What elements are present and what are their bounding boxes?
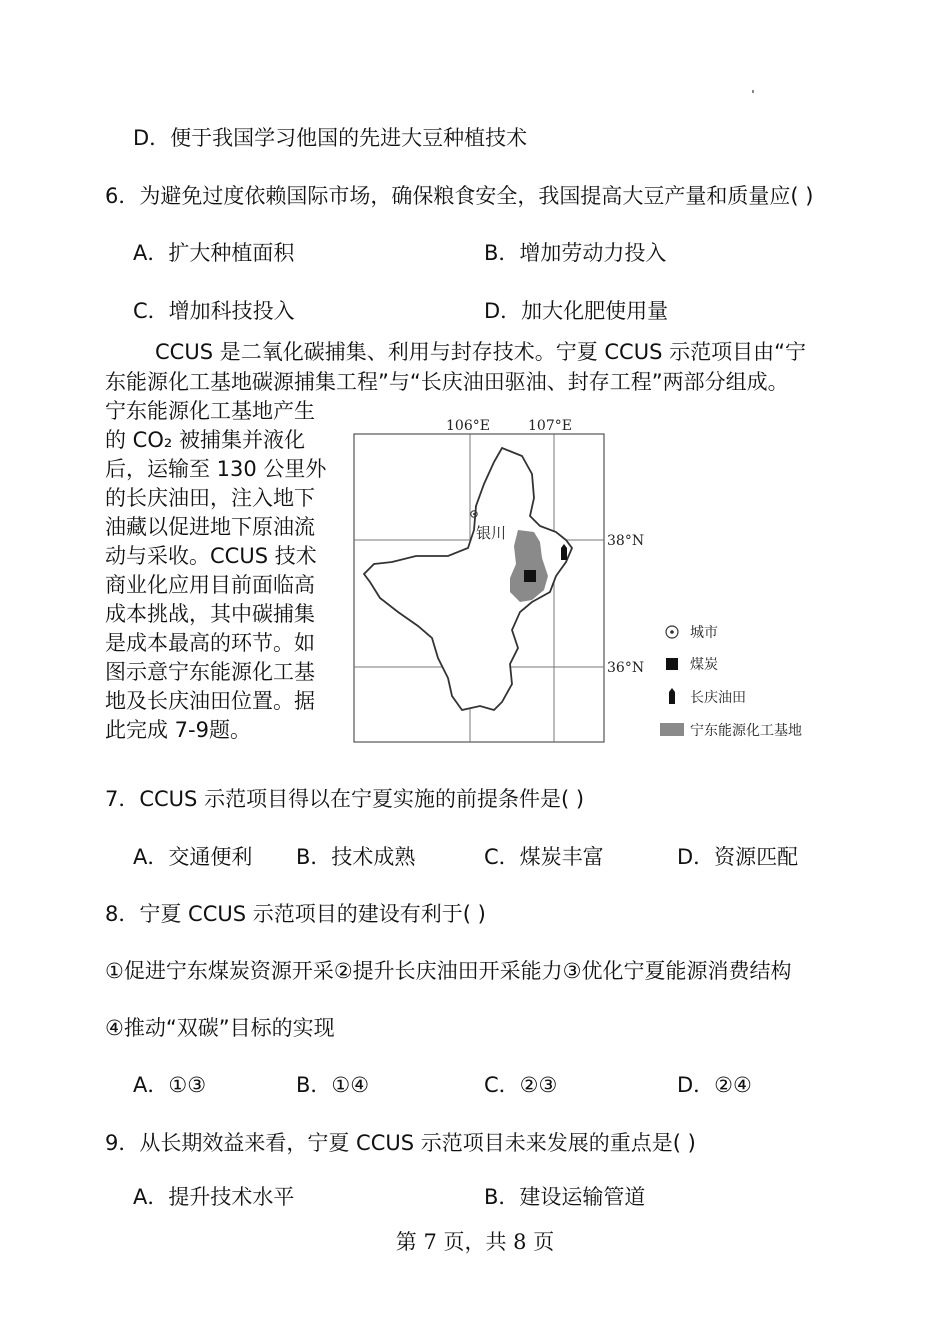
legend-coal-label: 煤炭 <box>690 657 718 673</box>
legend-city-dot <box>670 630 674 634</box>
lat-label-38: 38°N <box>607 533 645 549</box>
yinchuan-label: 银川 <box>476 524 507 542</box>
q9-stem: 9．从长期效益来看，宁夏 CCUS 示范项目未来发展的重点是( ) <box>105 1131 696 1155</box>
passage-wrap-line: 油藏以促进地下原油流 <box>105 515 315 539</box>
q6-option-b[interactable]: B．增加劳动力投入 <box>484 241 667 265</box>
q9-option-b[interactable]: B．建设运输管道 <box>484 1185 646 1209</box>
passage-wrap-line: 的 CO₂ 被捕集并液化 <box>105 428 305 452</box>
passage-wrap-line: 成本挑战，其中碳捕集 <box>105 602 315 626</box>
passage-wrap-line: 的长庆油田，注入地下 <box>105 486 315 510</box>
legend-base-icon <box>660 723 684 736</box>
q6-option-d[interactable]: D．加大化肥使用量 <box>484 299 669 323</box>
q8-stem: 8．宁夏 CCUS 示范项目的建设有利于( ) <box>105 902 486 926</box>
passage-line-1: CCUS 是二氧化碳捕集、利用与封存技术。宁夏 CCUS 示范项目由“宁 <box>155 340 806 364</box>
map-legend <box>660 625 802 739</box>
coal-symbol <box>524 570 536 582</box>
legend-city-label: 城市 <box>690 625 718 641</box>
ningxia-map <box>352 412 802 745</box>
passage-line-2: 东能源化工基地碳源捕集工程”与“长庆油田驱油、封存工程”两部分组成。 <box>105 370 789 394</box>
passage-wrap-line: 图示意宁东能源化工基 <box>105 660 315 684</box>
passage-wrap-line: 商业化应用目前面临高 <box>105 573 315 597</box>
q7-option-c[interactable]: C．煤炭丰富 <box>484 845 604 869</box>
q8-option-a[interactable]: A．①③ <box>133 1073 207 1097</box>
q8-statements-1: ①促进宁东煤炭资源开采②提升长庆油田开采能力③优化宁夏能源消费结构 <box>105 959 792 983</box>
scan-mark <box>752 90 754 93</box>
legend-oilfield-label: 长庆油田 <box>690 690 746 706</box>
q8-option-c[interactable]: C．②③ <box>484 1073 558 1097</box>
q9-option-a[interactable]: A．提升技术水平 <box>133 1185 295 1209</box>
passage-wrap-line: 动与采收。CCUS 技术 <box>105 544 317 568</box>
q8-option-d[interactable]: D．②④ <box>677 1073 752 1097</box>
passage-wrap-line: 是成本最高的环节。如 <box>105 631 315 655</box>
q8-option-b[interactable]: B．①④ <box>296 1073 370 1097</box>
yinchuan-city-dot <box>473 513 475 515</box>
q5-option-d[interactable]: D．便于我国学习他国的先进大豆种植技术 <box>133 126 528 150</box>
passage-wrap-line: 地及长庆油田位置。据 <box>105 689 315 713</box>
q7-stem: 7．CCUS 示范项目得以在宁夏实施的前提条件是( ) <box>105 787 585 811</box>
q7-option-b[interactable]: B．技术成熟 <box>296 845 416 869</box>
passage-wrap-line: 此完成 7-9题。 <box>105 718 251 742</box>
lon-label-106: 106°E <box>446 418 490 434</box>
q6-option-a[interactable]: A．扩大种植面积 <box>133 241 295 265</box>
q7-option-a[interactable]: A．交通便利 <box>133 845 253 869</box>
q6-option-c[interactable]: C．增加科技投入 <box>133 299 295 323</box>
legend-oilfield-icon <box>669 688 675 704</box>
q8-statements-2: ④推动“双碳”目标的实现 <box>105 1016 335 1040</box>
legend-base-label: 宁东能源化工基地 <box>690 723 802 739</box>
q7-option-d[interactable]: D．资源匹配 <box>677 845 799 869</box>
lon-label-107: 107°E <box>528 418 572 434</box>
passage-wrap-line: 后，运输至 130 公里外 <box>105 457 327 481</box>
lat-label-36: 36°N <box>607 660 645 676</box>
passage-wrap-line: 宁东能源化工基地产生 <box>105 399 315 423</box>
q6-stem: 6．为避免过度依赖国际市场，确保粮食安全，我国提高大豆产量和质量应( ) <box>105 184 814 208</box>
legend-coal-icon <box>666 658 678 670</box>
page-footer: 第 7 页，共 8 页 <box>395 1230 555 1254</box>
